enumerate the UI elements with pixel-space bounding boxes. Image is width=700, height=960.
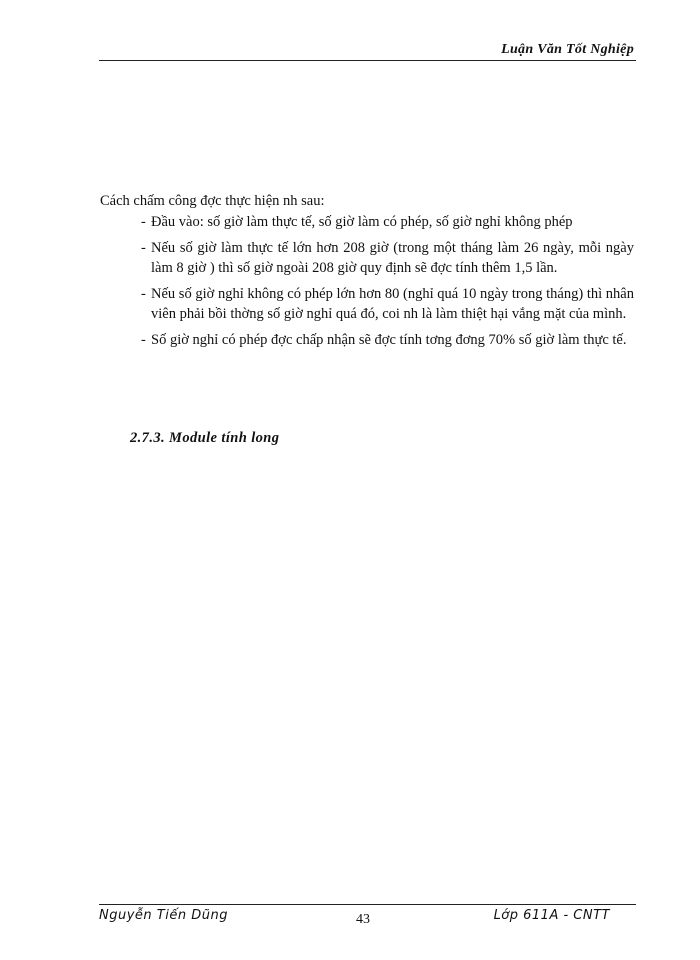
list-item-text: Số giờ nghỉ có phép đợc chấp nhận sẽ đợc tính tơng đơng 70% số giờ làm thực tế. [151, 332, 627, 348]
list-item [141, 238, 634, 278]
dash-marker: - [141, 240, 146, 256]
list-item [141, 212, 634, 232]
dash-marker: - [141, 332, 146, 348]
footer-class-label: Lớp 611A - CNTT [493, 908, 610, 923]
list-item [141, 330, 634, 350]
list-item-text: Nếu số giờ làm thực tế lớn hơn 208 giờ (trong một tháng làm 26 ngày, mỗi ngày làm 8 giờ ) thì số giờ ngoài 208 giờ quy định sẽ đợc tính thêm 1,5 lần. [151, 240, 634, 276]
page-number: 43 [356, 912, 370, 927]
section-heading: 2.7.3. Module tính long [130, 430, 280, 446]
dash-marker: - [141, 214, 146, 230]
list-item [141, 284, 634, 324]
header-rule [99, 60, 636, 61]
footer-rule [99, 904, 636, 905]
footer-author: Nguyễn Tiến Dũng [99, 908, 228, 923]
header-title: Luận Văn Tốt Nghiệp [501, 42, 634, 57]
bullet-list [141, 212, 634, 356]
list-item-text: Nếu số giờ nghỉ không có phép lớn hơn 80 (nghỉ quá 10 ngày trong tháng) thì nhân viên phải bồi thờng số giờ nghỉ quá đó, coi nh là làm thiệt hại vắng mặt của mình. [151, 286, 634, 322]
intro-paragraph: Cách chấm công đợc thực hiện nh sau: [100, 193, 325, 209]
list-item-text: Đầu vào: số giờ làm thực tế, số giờ làm có phép, số giờ nghỉ không phép [151, 214, 573, 230]
dash-marker: - [141, 286, 146, 302]
